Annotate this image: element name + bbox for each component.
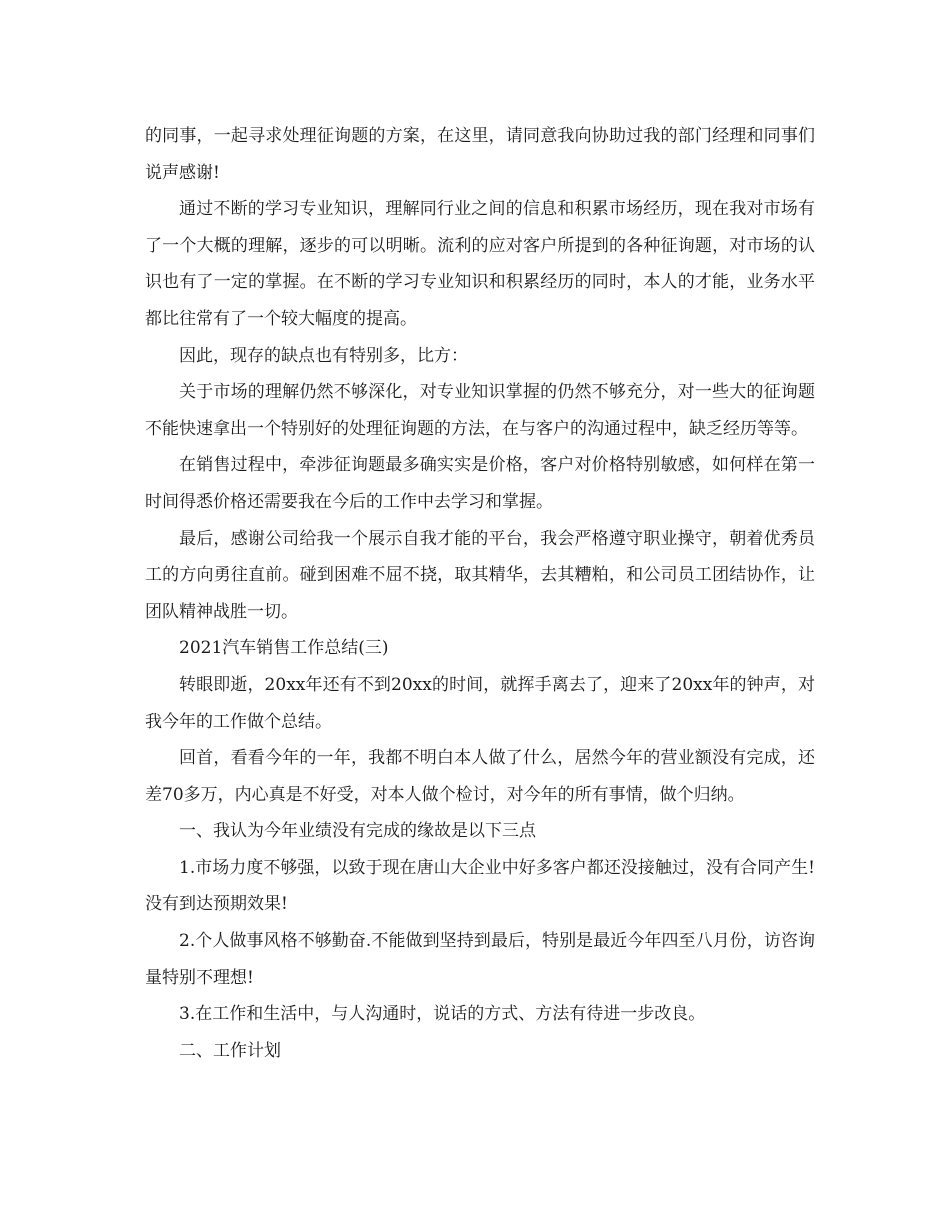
paragraph-4: 关于市场的理解仍然不够深化，对专业知识掌握的仍然不够充分，对一些大的征询题不能快速拿出一个特别好的处理征询题的方法，在与客户的沟通过程中，缺乏经历等等。 [145,382,815,439]
subheading-reasons: 一、我认为今年业绩没有完成的缘故是以下三点 [179,821,536,842]
list-item-3: 3.在工作和生活中，与人沟通时，说话的方式、方法有待进一步改良。 [179,1004,706,1025]
document-body [145,118,815,1069]
list-item-2: 2.个人做事风格不够勤奋.不能做到坚持到最后，特别是最近今年四至八月份，访咨询量特别不理想! [145,931,815,988]
paragraph-2: 通过不断的学习专业知识，理解同行业之间的信息和积累市场经历，现在我对市场有了一个大概的理解，逐步的可以明晰。流利的应对客户所提到的各种征询题，对市场的认识也有了一定的掌握。在不断的学习专业知识和积累经历的同时，本人的才能，业务水平都比往常有了一个较大幅度的提高。 [145,199,815,329]
paragraph-3: 因此，现存的缺点也有特别多，比方： [179,345,468,366]
paragraph-1: 的同事，一起寻求处理征询题的方案，在这里，请同意我向协助过我的部门经理和同事们说声感谢! [145,126,815,183]
paragraph-9: 回首，看看今年的一年，我都不明白本人做了什么，居然今年的营业额没有完成，还差70多万，内心真是不好受，对本人做个检讨，对今年的所有事情，做个归纳。 [145,748,815,805]
section-heading-3: 2021汽车销售工作总结(三) [179,638,389,659]
paragraph-8: 转眼即逝，20xx年还有不到20xx的时间，就挥手离去了，迎来了20xx年的钟声，对我今年的工作做个总结。 [145,674,815,732]
paragraph-6: 最后，感谢公司给我一个展示自我才能的平台，我会严格遵守职业操守，朝着优秀员工的方向勇往直前。碰到困难不屈不挠，取其精华，去其糟粕，和公司员工团结协作，让团队精神战胜一切。 [145,528,815,622]
list-item-1: 1.市场力度不够强，以致于现在唐山大企业中好多客户都还没接触过，没有合同产生!没有到达预期效果! [145,857,815,915]
paragraph-5: 在销售过程中，牵涉征询题最多确实实是价格，客户对价格特别敏感，如何样在第一时间得悉价格还需要我在今后的工作中去学习和掌握。 [145,455,815,512]
subheading-work-plan: 二、工作计划 [179,1040,281,1061]
